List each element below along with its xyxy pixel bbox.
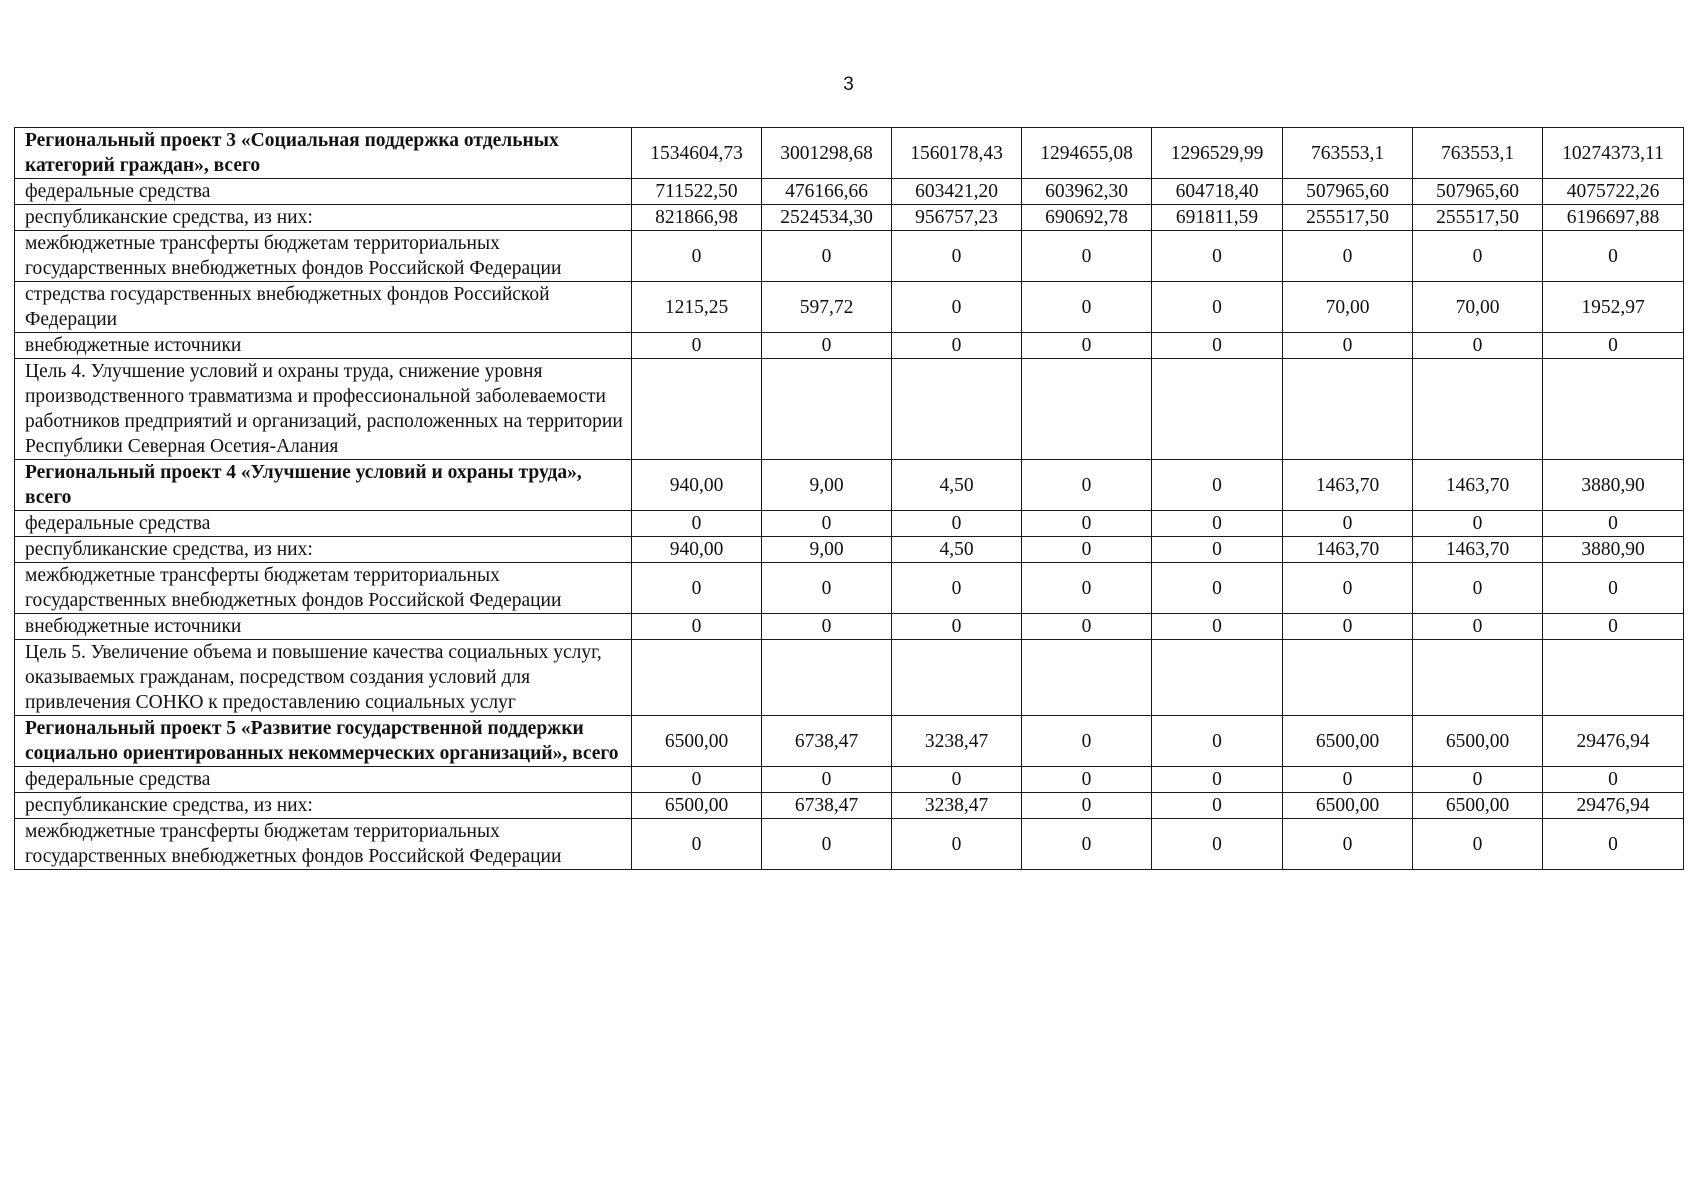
value-cell: 0 (1152, 231, 1283, 282)
table-row (15, 537, 1684, 563)
value-cell: 6500,00 (632, 793, 762, 819)
value-cell: 0 (632, 563, 762, 614)
value-cell: 0 (1413, 563, 1543, 614)
value-cell (1543, 359, 1684, 460)
value-cell: 604718,40 (1152, 179, 1283, 205)
value-cell: 0 (1022, 614, 1152, 640)
value-cell: 3001298,68 (762, 128, 892, 179)
value-cell: 0 (892, 511, 1022, 537)
value-cell: 0 (1283, 333, 1413, 359)
row-label: федеральные средства (15, 767, 632, 793)
row-label: межбюджетные трансферты бюджетам территориальных государственных внебюджетных фондов Российской Федерации (15, 231, 632, 282)
value-cell: 0 (1543, 511, 1684, 537)
value-cell: 0 (1413, 819, 1543, 870)
value-cell: 0 (1543, 819, 1684, 870)
table-row (15, 511, 1684, 537)
value-cell: 6500,00 (1283, 716, 1413, 767)
value-cell: 0 (892, 614, 1022, 640)
value-cell: 255517,50 (1413, 205, 1543, 231)
table-row (15, 179, 1684, 205)
value-cell: 507965,60 (1413, 179, 1543, 205)
value-cell (1022, 640, 1152, 716)
row-label: Региональный проект 3 «Социальная поддержка отдельных категорий граждан», всего (15, 128, 632, 179)
row-label: внебюджетные источники (15, 333, 632, 359)
value-cell: 9,00 (762, 537, 892, 563)
value-cell: 1560178,43 (892, 128, 1022, 179)
value-cell: 0 (1413, 511, 1543, 537)
value-cell: 0 (1283, 563, 1413, 614)
value-cell (632, 359, 762, 460)
row-label: Региональный проект 4 «Улучшение условий и охраны труда», всего (15, 460, 632, 511)
value-cell: 0 (1152, 537, 1283, 563)
value-cell (762, 640, 892, 716)
value-cell: 0 (762, 767, 892, 793)
value-cell: 0 (1543, 563, 1684, 614)
value-cell: 0 (1152, 563, 1283, 614)
value-cell: 711522,50 (632, 179, 762, 205)
value-cell: 1463,70 (1413, 537, 1543, 563)
value-cell: 70,00 (1283, 282, 1413, 333)
value-cell: 0 (1152, 282, 1283, 333)
value-cell: 1463,70 (1283, 460, 1413, 511)
value-cell: 0 (1022, 819, 1152, 870)
value-cell: 0 (632, 767, 762, 793)
table-row (15, 205, 1684, 231)
value-cell: 0 (1022, 282, 1152, 333)
value-cell (1413, 359, 1543, 460)
value-cell: 0 (632, 614, 762, 640)
row-label: Региональный проект 5 «Развитие государственной поддержки социально ориентированных некоммерческих организаций», всего (15, 716, 632, 767)
value-cell: 0 (1283, 511, 1413, 537)
value-cell (1413, 640, 1543, 716)
value-cell: 0 (1413, 333, 1543, 359)
value-cell: 6500,00 (1413, 716, 1543, 767)
value-cell: 0 (762, 333, 892, 359)
value-cell: 0 (632, 511, 762, 537)
value-cell: 29476,94 (1543, 793, 1684, 819)
row-label: республиканские средства, из них: (15, 205, 632, 231)
table-row (15, 231, 1684, 282)
value-cell: 940,00 (632, 537, 762, 563)
table-row (15, 716, 1684, 767)
value-cell: 10274373,11 (1543, 128, 1684, 179)
value-cell: 0 (892, 282, 1022, 333)
value-cell (1152, 359, 1283, 460)
value-cell (1152, 640, 1283, 716)
value-cell: 0 (1022, 231, 1152, 282)
value-cell: 763553,1 (1283, 128, 1413, 179)
value-cell: 0 (892, 767, 1022, 793)
value-cell: 0 (892, 563, 1022, 614)
table-row (15, 793, 1684, 819)
value-cell (892, 640, 1022, 716)
table-row (15, 767, 1684, 793)
value-cell: 0 (1543, 614, 1684, 640)
value-cell: 0 (762, 614, 892, 640)
value-cell: 1952,97 (1543, 282, 1684, 333)
value-cell: 0 (762, 511, 892, 537)
value-cell: 597,72 (762, 282, 892, 333)
value-cell: 603421,20 (892, 179, 1022, 205)
value-cell (892, 359, 1022, 460)
table-row (15, 333, 1684, 359)
value-cell: 9,00 (762, 460, 892, 511)
value-cell: 29476,94 (1543, 716, 1684, 767)
value-cell: 0 (1283, 231, 1413, 282)
value-cell: 0 (1283, 614, 1413, 640)
value-cell: 6196697,88 (1543, 205, 1684, 231)
budget-table-body (15, 128, 1684, 870)
value-cell: 3880,90 (1543, 460, 1684, 511)
value-cell: 4,50 (892, 537, 1022, 563)
value-cell: 255517,50 (1283, 205, 1413, 231)
table-row (15, 614, 1684, 640)
table-row (15, 640, 1684, 716)
row-label: межбюджетные трансферты бюджетам территориальных государственных внебюджетных фондов Российской Федерации (15, 563, 632, 614)
value-cell: 0 (1413, 614, 1543, 640)
value-cell: 0 (1022, 511, 1152, 537)
value-cell: 0 (1022, 793, 1152, 819)
row-label: федеральные средства (15, 511, 632, 537)
value-cell (762, 359, 892, 460)
value-cell: 0 (1413, 231, 1543, 282)
value-cell: 0 (1152, 460, 1283, 511)
value-cell: 0 (1022, 537, 1152, 563)
value-cell: 2524534,30 (762, 205, 892, 231)
value-cell: 4,50 (892, 460, 1022, 511)
value-cell: 940,00 (632, 460, 762, 511)
value-cell: 0 (1413, 767, 1543, 793)
value-cell: 0 (1152, 511, 1283, 537)
value-cell (1022, 359, 1152, 460)
value-cell: 6500,00 (1283, 793, 1413, 819)
value-cell: 603962,30 (1022, 179, 1152, 205)
value-cell: 1294655,08 (1022, 128, 1152, 179)
value-cell: 0 (1022, 716, 1152, 767)
value-cell: 0 (1152, 767, 1283, 793)
value-cell: 0 (1022, 563, 1152, 614)
value-cell: 507965,60 (1283, 179, 1413, 205)
table-row (15, 282, 1684, 333)
value-cell: 0 (892, 819, 1022, 870)
row-label: межбюджетные трансферты бюджетам территориальных государственных внебюджетных фондов Российской Федерации (15, 819, 632, 870)
value-cell: 1534604,73 (632, 128, 762, 179)
value-cell: 0 (1152, 716, 1283, 767)
value-cell: 0 (1543, 767, 1684, 793)
value-cell: 6738,47 (762, 716, 892, 767)
value-cell: 0 (632, 231, 762, 282)
value-cell: 3880,90 (1543, 537, 1684, 563)
row-label: федеральные средства (15, 179, 632, 205)
page-number: 3 (843, 74, 854, 95)
value-cell: 956757,23 (892, 205, 1022, 231)
table-row (15, 819, 1684, 870)
table-row (15, 359, 1684, 460)
value-cell: 0 (892, 333, 1022, 359)
row-label: Цель 4. Улучшение условий и охраны труда, снижение уровня производственного травматизма и профессиональной заболеваемости работников предприятий и организаций, расположенных на территории Республики Северная Осетия-Алания (15, 359, 632, 460)
value-cell: 0 (1022, 333, 1152, 359)
value-cell: 1296529,99 (1152, 128, 1283, 179)
budget-table (14, 127, 1684, 870)
table-row (15, 460, 1684, 511)
value-cell: 0 (1152, 819, 1283, 870)
value-cell: 0 (1152, 614, 1283, 640)
value-cell: 6500,00 (632, 716, 762, 767)
row-label: стредства государственных внебюджетных фондов Российской Федерации (15, 282, 632, 333)
value-cell (632, 640, 762, 716)
value-cell: 690692,78 (1022, 205, 1152, 231)
value-cell: 0 (1283, 767, 1413, 793)
value-cell: 0 (1543, 231, 1684, 282)
value-cell: 763553,1 (1413, 128, 1543, 179)
value-cell: 0 (1543, 333, 1684, 359)
row-label: республиканские средства, из них: (15, 537, 632, 563)
value-cell: 0 (632, 333, 762, 359)
table-row (15, 128, 1684, 179)
value-cell: 0 (1152, 333, 1283, 359)
value-cell: 0 (762, 563, 892, 614)
value-cell: 1215,25 (632, 282, 762, 333)
value-cell: 1463,70 (1283, 537, 1413, 563)
value-cell: 0 (632, 819, 762, 870)
value-cell: 691811,59 (1152, 205, 1283, 231)
row-label: республиканские средства, из них: (15, 793, 632, 819)
value-cell (1543, 640, 1684, 716)
value-cell: 6738,47 (762, 793, 892, 819)
table-row (15, 563, 1684, 614)
value-cell: 0 (1022, 460, 1152, 511)
value-cell: 0 (1152, 793, 1283, 819)
value-cell: 0 (762, 231, 892, 282)
value-cell: 821866,98 (632, 205, 762, 231)
value-cell: 3238,47 (892, 793, 1022, 819)
row-label: внебюджетные источники (15, 614, 632, 640)
value-cell: 70,00 (1413, 282, 1543, 333)
value-cell: 4075722,26 (1543, 179, 1684, 205)
value-cell: 0 (892, 231, 1022, 282)
value-cell: 3238,47 (892, 716, 1022, 767)
value-cell (1283, 640, 1413, 716)
value-cell (1283, 359, 1413, 460)
value-cell: 6500,00 (1413, 793, 1543, 819)
value-cell: 0 (1283, 819, 1413, 870)
value-cell: 1463,70 (1413, 460, 1543, 511)
value-cell: 0 (1022, 767, 1152, 793)
row-label: Цель 5. Увеличение объема и повышение качества социальных услуг, оказываемых гражданам, посредством создания условий для привлечения СОНКО к предоставлению социальных услуг (15, 640, 632, 716)
value-cell: 476166,66 (762, 179, 892, 205)
value-cell: 0 (762, 819, 892, 870)
